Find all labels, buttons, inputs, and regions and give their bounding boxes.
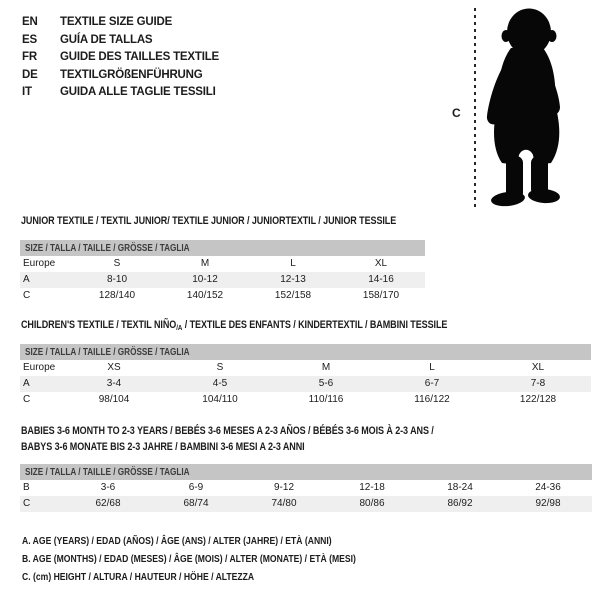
value-cell: 74/80 (271, 498, 297, 509)
value-cell: 8-10 (106, 274, 127, 285)
language-title: TEXTILE SIZE GUIDE (60, 16, 173, 28)
language-row (22, 84, 219, 102)
row-label-cell: C (23, 290, 31, 301)
column-header-cell: S (216, 362, 224, 373)
value-cell: 3-4 (106, 378, 122, 389)
column-header-cell: M (200, 258, 210, 269)
toddler-silhouette-icon (480, 8, 572, 208)
measurement-legend (22, 532, 429, 586)
value-cell: 140/152 (186, 290, 224, 301)
column-header-row (20, 256, 425, 272)
row-label-cell: C (23, 498, 31, 509)
value-cell: 4-5 (212, 378, 228, 389)
language-code: EN (22, 16, 38, 28)
value-cell: 6-9 (188, 482, 204, 493)
table-title-line: CHILDREN'S TEXTILE / TEXTIL $NIÑO_{/A}$ / TEXTILE DES ENFANTS / KINDERTEXTIL / BAMBINI TESSILE (21, 319, 448, 332)
table-row (20, 288, 425, 304)
value-cell: 128/140 (98, 290, 136, 301)
table-rows (20, 480, 592, 512)
row-label-cell: B (23, 482, 30, 493)
height-dotted-line (474, 8, 476, 210)
value-cell: 24-36 (535, 482, 561, 493)
table-row (20, 272, 425, 288)
table-rows (20, 256, 425, 304)
size-header-bar (20, 240, 425, 256)
value-cell: 14-16 (368, 274, 394, 285)
value-cell: 12-13 (280, 274, 306, 285)
row-label-cell: Europe (23, 258, 56, 269)
value-cell: 80/86 (359, 498, 385, 509)
legend-line: A. AGE (YEARS) / EDAD (AÑOS) / ÂGE (ANS) / ALTER (JAHRE) / ETÀ (ANNI) (22, 535, 332, 547)
language-code: ES (22, 33, 37, 46)
column-header-cell: M (321, 362, 331, 373)
language-title: GUÍA DE TALLAS (60, 33, 153, 46)
value-cell: 18-24 (447, 482, 473, 493)
size-header-text: SIZE / TALLA / TAILLE / GRÖSSE / TAGLIA (25, 346, 190, 358)
table-rows (20, 360, 591, 408)
row-label-cell: A (23, 274, 30, 285)
language-row (22, 49, 219, 67)
table-title-line: BABYS 3-6 MONATE BIS 2-3 JAHRE / BAMBINI 3-6 MESI A 2-3 ANNI (21, 441, 305, 453)
table-title (21, 423, 524, 455)
value-cell: 9-12 (273, 482, 294, 493)
value-cell: 62/68 (95, 498, 121, 509)
value-cell: 6-7 (424, 378, 440, 389)
table-title (21, 213, 479, 229)
table-row (20, 392, 591, 408)
language-row (22, 67, 219, 85)
value-cell: 86/92 (447, 498, 473, 509)
row-label-cell: Europe (23, 362, 56, 373)
language-title: GUIDE DES TAILLES TEXTILE (60, 51, 219, 63)
table-title-line: BABIES 3-6 MONTH TO 2-3 YEARS / BEBÉS 3-6 MESES A 2-3 AÑOS / BÉBÉS 3-6 MOIS À 2-3 ANS / (21, 425, 434, 437)
value-cell: 104/110 (202, 394, 238, 405)
value-cell: 5-6 (318, 378, 334, 389)
size-header-text: SIZE / TALLA / TAILLE / GRÖSSE / TAGLIA (25, 466, 190, 478)
language-title: GUIDA ALLE TAGLIE TESSILI (60, 86, 216, 98)
value-cell: 122/128 (519, 394, 557, 405)
size-header-bar (20, 464, 592, 480)
value-cell: 3-6 (100, 482, 116, 493)
value-cell: 92/98 (535, 498, 561, 509)
value-cell: 12-18 (359, 482, 385, 493)
row-label-cell: C (23, 394, 31, 405)
value-cell: 68/74 (183, 498, 209, 509)
table-row (20, 376, 591, 392)
legend-line: B. AGE (MONTHS) / EDAD (MESES) / ÂGE (MOIS) / ALTER (MONATE) / ETÀ (MESI) (22, 553, 356, 565)
table-title-line: JUNIOR TEXTILE / TEXTIL JUNIOR/ TEXTILE JUNIOR / JUNIORTEXTIL / JUNIOR TESSILE (21, 215, 397, 227)
language-row (22, 14, 219, 32)
figure-height-label: C (452, 106, 461, 120)
value-cell: 98/104 (98, 394, 130, 405)
size-header-bar (20, 344, 591, 360)
column-header-cell: XL (374, 258, 388, 269)
language-code: DE (22, 68, 38, 81)
column-header-cell: XL (531, 362, 545, 373)
size-header-text: SIZE / TALLA / TAILLE / GRÖSSE / TAGLIA (25, 242, 190, 254)
column-header-cell: XS (107, 362, 121, 373)
language-code: IT (22, 86, 32, 98)
column-header-row (20, 360, 591, 376)
language-row (22, 32, 219, 50)
column-header-cell: L (290, 258, 296, 269)
value-cell: 7-8 (530, 378, 546, 389)
legend-line: C. (cm) HEIGHT / ALTURA / HAUTEUR / HÖHE / ALTEZZA (22, 571, 255, 583)
table-row (20, 496, 592, 512)
column-header-cell: S (113, 258, 121, 269)
row-label-cell: A (23, 378, 30, 389)
value-cell: 110/116 (308, 394, 344, 405)
language-title: TEXTILGRÖßENFÜHRUNG (60, 68, 203, 81)
table-row (20, 480, 592, 496)
value-cell: 116/122 (414, 394, 450, 405)
value-cell: 158/170 (362, 290, 400, 301)
value-cell: 10-12 (192, 274, 218, 285)
column-header-cell: L (429, 362, 435, 373)
language-list (22, 14, 219, 102)
value-cell: 152/158 (274, 290, 312, 301)
language-code: FR (22, 51, 37, 63)
table-title (21, 317, 541, 336)
